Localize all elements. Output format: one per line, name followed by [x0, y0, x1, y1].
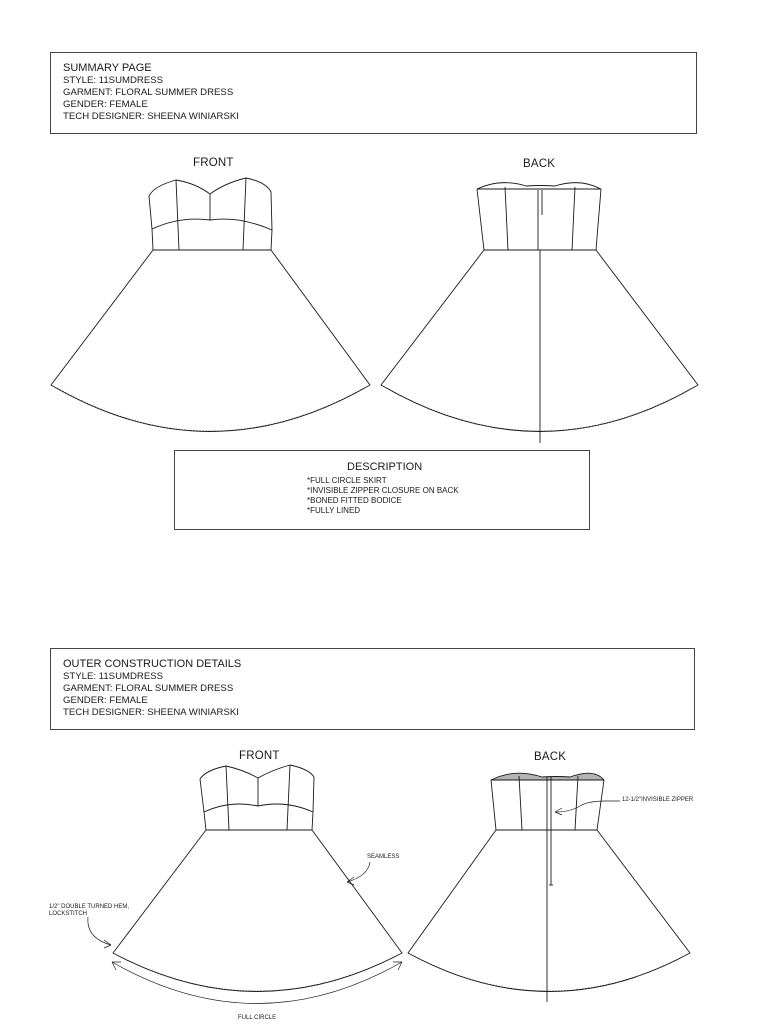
description-item: *FULL CIRCLE SKIRT	[307, 476, 387, 485]
full-circle-callout: FULL CIRCLE	[238, 1015, 277, 1021]
construction-front-label: FRONT	[239, 750, 280, 762]
summary-style: STYLE: 11SUMDRESS	[63, 75, 164, 86]
construction-back-label: BACK	[534, 751, 567, 763]
construction-designer: TECH DESIGNER: SHEENA WINIARSKI	[63, 707, 239, 718]
summary-gender: GENDER: FEMALE	[63, 99, 148, 110]
hem-callout-line1: 1/2" DOUBLE TURNED HEM,	[49, 904, 130, 910]
back-facing-shaded	[491, 773, 604, 780]
construction-title: OUTER CONSTRUCTION DETAILS	[63, 658, 242, 670]
construction-style: STYLE: 11SUMDRESS	[63, 671, 164, 682]
summary-garment: GARMENT: FLORAL SUMMER DRESS	[63, 87, 234, 98]
summary-front-dress-sketch	[51, 178, 370, 432]
summary-back-label: BACK	[523, 158, 556, 170]
construction-gender: GENDER: FEMALE	[63, 695, 148, 706]
construction-garment: GARMENT: FLORAL SUMMER DRESS	[63, 683, 234, 694]
hem-callout-line2: LOCKSTITCH	[49, 911, 88, 917]
description-title: DESCRIPTION	[347, 461, 423, 473]
description-item: *INVISIBLE ZIPPER CLOSURE ON BACK	[307, 486, 459, 495]
summary-front-label: FRONT	[193, 157, 234, 169]
description-item: *BONED FITTED BODICE	[307, 496, 402, 505]
summary-title: SUMMARY PAGE	[63, 62, 152, 74]
description-item: *FULLY LINED	[307, 506, 361, 515]
summary-designer: TECH DESIGNER: SHEENA WINIARSKI	[63, 111, 239, 122]
zipper-callout: 12-1/2"INVISIBLE ZIPPER	[622, 797, 694, 803]
summary-back-dress-sketch	[381, 183, 698, 443]
construction-back-dress-sketch	[408, 773, 690, 1002]
construction-front-dress-sketch	[88, 765, 402, 1004]
seamless-callout: SEAMLESS	[367, 854, 400, 860]
